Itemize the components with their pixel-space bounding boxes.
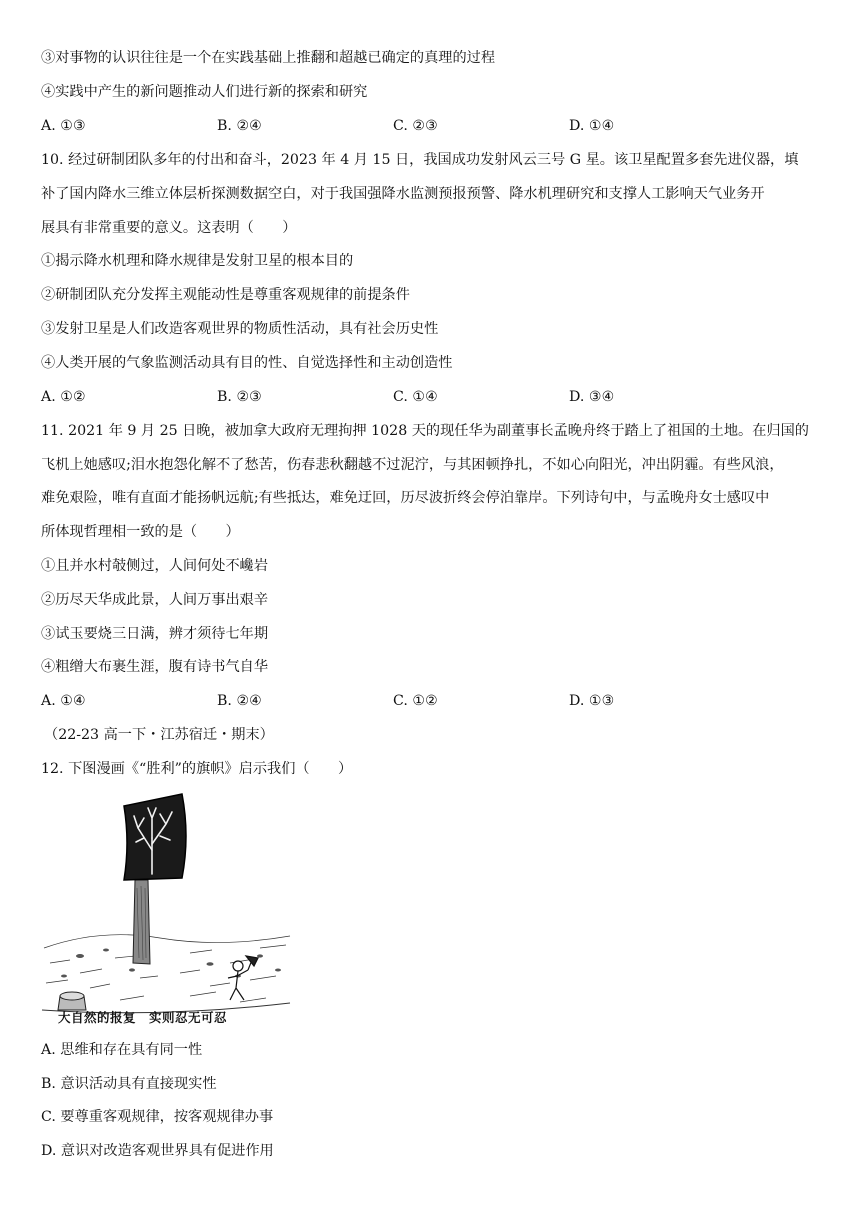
- q12-option-d: D. 意识对改造客观世界具有促进作用: [41, 1143, 274, 1159]
- q9-option-d: D. ①④: [569, 118, 615, 134]
- q12-option-c: C. 要尊重客观规律，按客观规律办事: [41, 1109, 274, 1125]
- q11-stem-line-2: 飞机上她感叹;泪水抱怨化解不了愁苦，伤春悲秋翻越不过泥泞，与其困顿挣扎，不如心向阳光，冲出阴霾。有些风浪，: [41, 457, 784, 473]
- q10-stem-line-3: 展具有非常重要的意义。这表明（ ）: [41, 220, 297, 236]
- q11-stem-line-4: 所体现哲理相一致的是（ ）: [41, 524, 240, 540]
- q11-stem-line-1: 11. 2021 年 9 月 25 日晚，被加拿大政府无理拘押 1028 天的现任华为副董事长孟晚舟终于踏上了祖国的土地。在归国的: [41, 423, 809, 439]
- q10-item-4: ④人类开展的气象监测活动具有目的性、自觉选择性和主动创造性: [41, 355, 453, 371]
- q11-stem-line-3: 难免艰险，唯有直面才能扬帆远航;有些抵达，难免迂回，历尽波折终会停泊靠岸。下列诗句中，与孟晚舟女士感叹中: [41, 490, 770, 506]
- q11-option-c: C. ①②: [393, 693, 438, 709]
- q10-item-3: ③发射卫星是人们改造客观世界的物质性活动，具有社会历史性: [41, 321, 439, 337]
- q9-option-a: A. ①③: [41, 118, 86, 134]
- q10-option-b: B. ②③: [217, 389, 262, 405]
- q11-item-1: ①且并水村攲侧过，人间何处不巉岩: [41, 558, 269, 574]
- q11-option-a: A. ①④: [41, 693, 86, 709]
- cartoon-caption: 大自然的报复 实则忍无可忍: [58, 1010, 228, 1025]
- q10-item-2: ②研制团队充分发挥主观能动性是尊重客观规律的前提条件: [41, 287, 410, 303]
- q9-option-c: C. ②③: [393, 118, 438, 134]
- q11-item-4: ④粗缯大布裹生涯，腹有诗书气自华: [41, 659, 269, 675]
- q12-option-a: A. 思维和存在具有同一性: [41, 1042, 203, 1058]
- q10-option-a: A. ①②: [41, 389, 86, 405]
- q10-stem-line-2: 补了国内降水三维立体层析探测数据空白，对于我国强降水监测预报预警、降水机理研究和支撑人工影响天气业务开: [41, 186, 765, 202]
- q10-option-d: D. ③④: [569, 389, 615, 405]
- q11-option-b: B. ②④: [217, 693, 262, 709]
- q9-option-b: B. ②④: [217, 118, 262, 134]
- q12-option-b: B. 意识活动具有直接现实性: [41, 1076, 217, 1092]
- q11-option-d: D. ①③: [569, 693, 615, 709]
- q9-item-4: ④实践中产生的新问题推动人们进行新的探索和研究: [41, 84, 368, 100]
- q11-item-3: ③试玉要烧三日满，辨才须待七年期: [41, 626, 269, 642]
- q10-option-c: C. ①④: [393, 389, 438, 405]
- q9-item-3: ③对事物的认识往往是一个在实践基础上推翻和超越已确定的真理的过程: [41, 50, 496, 66]
- q11-item-2: ②历尽天华成此景，人间万事出艰辛: [41, 592, 269, 608]
- cartoon-image: [40, 788, 292, 1030]
- q10-item-1: ①揭示降水机理和降水规律是发射卫星的根本目的: [41, 253, 354, 269]
- q10-stem-line-1: 10. 经过研制团队多年的付出和奋斗，2023 年 4 月 15 日，我国成功发射风云三号 G 星。该卫星配置多套先进仪器，填: [41, 152, 799, 168]
- q12-stem: 12. 下图漫画《“胜利”的旗帜》启示我们（ ）: [41, 761, 353, 777]
- source-note: （22-23 高一下・江苏宿迁・期末）: [44, 727, 274, 743]
